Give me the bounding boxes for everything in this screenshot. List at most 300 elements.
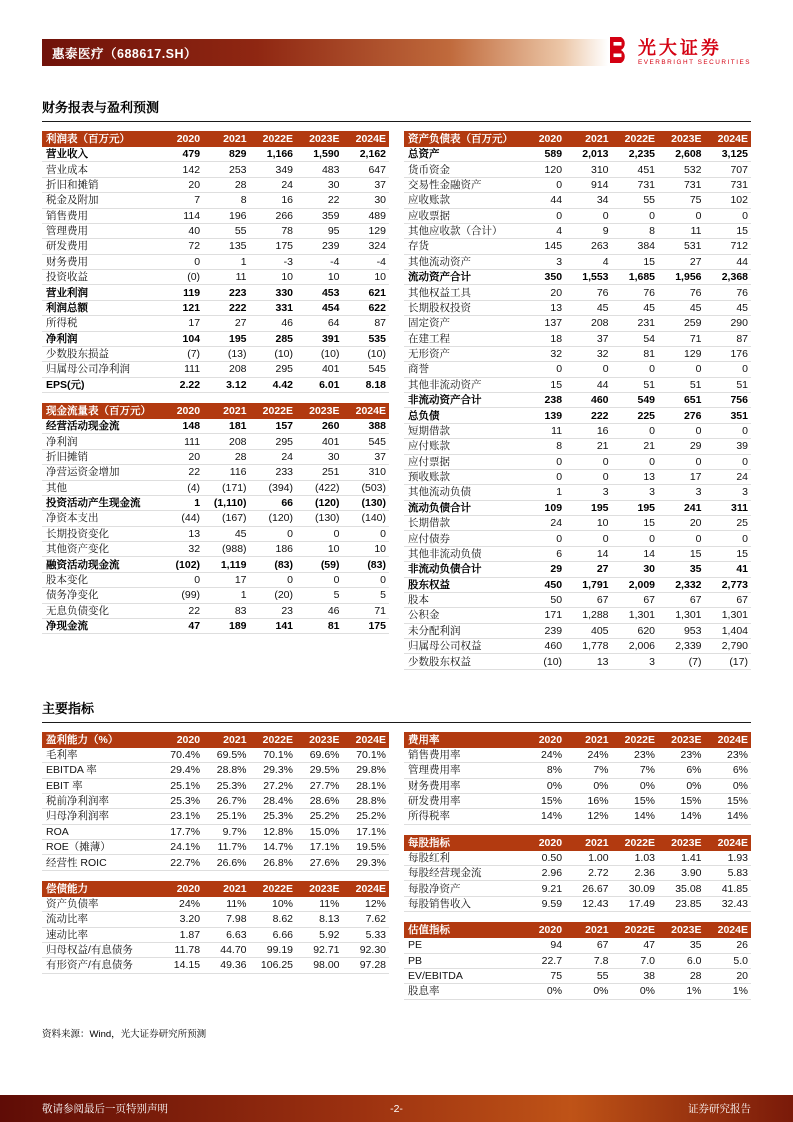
everbright-logo-icon: [608, 36, 632, 69]
year-column-header: 2024E: [343, 732, 390, 748]
table-row: [42, 942, 389, 957]
table-row: [404, 300, 751, 315]
footer-disclaimer: 敬请参阅最后一页特别声明: [42, 1103, 168, 1115]
cell-value: 1: [203, 254, 249, 269]
cell-value: 28.8%: [203, 763, 249, 778]
cell-value: 0: [565, 469, 611, 484]
cell-value: 7%: [612, 763, 658, 778]
cell-value: 10: [343, 270, 390, 285]
cell-value: 5.92: [296, 927, 342, 942]
cell-value: 5.83: [705, 866, 752, 881]
table-row: [42, 588, 389, 603]
cell-value: 0%: [705, 778, 752, 793]
table-title: 利润表（百万元）: [42, 131, 157, 147]
row-label: 预收账款: [404, 469, 519, 484]
cell-value: 1.41: [658, 851, 704, 866]
cell-value: 350: [519, 270, 565, 285]
cell-value: 285: [250, 331, 296, 346]
table-row: [404, 393, 751, 408]
cell-value: 44: [519, 193, 565, 208]
cell-value: 11.7%: [203, 840, 249, 855]
cell-value: (20): [250, 588, 296, 603]
table-row: [42, 300, 389, 315]
cell-value: 545: [343, 362, 390, 377]
cell-value: 26.67: [565, 881, 611, 896]
cell-value: 479: [157, 147, 203, 162]
cell-value: 1.03: [612, 851, 658, 866]
row-label: 流动比率: [42, 912, 157, 927]
cell-value: 620: [612, 623, 658, 638]
cell-value: 454: [296, 300, 342, 315]
table-row: [404, 778, 751, 793]
cell-value: 70.1%: [343, 748, 390, 763]
cell-value: 23%: [705, 748, 752, 763]
row-label: 交易性金融资产: [404, 177, 519, 192]
cell-value: 28: [203, 449, 249, 464]
cell-value: 2,013: [565, 147, 611, 162]
cell-value: 401: [296, 434, 342, 449]
cell-value: 6%: [705, 763, 752, 778]
table-row: [404, 851, 751, 866]
row-label: 非流动负债合计: [404, 562, 519, 577]
cell-value: (10): [250, 346, 296, 361]
table-row: [404, 162, 751, 177]
row-label: 融资活动现金流: [42, 557, 157, 572]
cell-value: 460: [565, 393, 611, 408]
cell-value: 0: [705, 531, 752, 546]
cell-value: 175: [343, 618, 390, 633]
cell-value: 7.8: [565, 953, 611, 968]
cell-value: 20: [157, 177, 203, 192]
cell-value: 17: [203, 572, 249, 587]
page-footer: [0, 1095, 793, 1122]
table-row: [404, 270, 751, 285]
cell-value: 2,332: [658, 577, 704, 592]
cell-value: 0: [519, 208, 565, 223]
cell-value: 20: [519, 285, 565, 300]
stock-title: 惠泰医疗（688617.SH）: [52, 46, 198, 61]
table-row: [404, 866, 751, 881]
cell-value: 67: [565, 592, 611, 607]
table-header-row: [404, 922, 751, 938]
table-row: [42, 912, 389, 927]
cell-value: 87: [343, 316, 390, 331]
cell-value: 9.59: [519, 896, 565, 911]
year-column-header: 2020: [157, 881, 203, 897]
profitability-table-grid: [42, 732, 389, 871]
cell-value: 1,288: [565, 608, 611, 623]
cell-value: 9.7%: [203, 824, 249, 839]
cell-value: (10): [296, 346, 342, 361]
cell-value: 6: [519, 546, 565, 561]
table-row: [404, 592, 751, 607]
cell-value: 5: [343, 588, 390, 603]
cell-value: 15: [705, 223, 752, 238]
cell-value: (7): [157, 346, 203, 361]
cell-value: 17: [658, 469, 704, 484]
income-statement-table-grid: [42, 131, 389, 393]
cell-value: 37: [343, 177, 390, 192]
table-row: [404, 968, 751, 983]
cell-value: 29.4%: [157, 763, 203, 778]
row-label: 净资本支出: [42, 511, 157, 526]
cell-value: 55: [203, 223, 249, 238]
cell-value: 535: [343, 331, 390, 346]
cell-value: 0: [658, 454, 704, 469]
cell-value: 233: [250, 465, 296, 480]
cell-value: 141: [250, 618, 296, 633]
cell-value: 28: [203, 177, 249, 192]
row-label: 每股销售收入: [404, 896, 519, 911]
cell-value: 391: [296, 331, 342, 346]
row-label: 资产负债率: [42, 897, 157, 912]
cell-value: 0: [519, 362, 565, 377]
cell-value: 44.70: [203, 942, 249, 957]
cell-value: 22: [157, 465, 203, 480]
cell-value: 0: [658, 208, 704, 223]
cell-value: 0%: [612, 984, 658, 999]
cell-value: 8.62: [250, 912, 296, 927]
cell-value: 67: [658, 592, 704, 607]
table-row: [42, 840, 389, 855]
left-column: [42, 131, 389, 670]
cell-value: 8.18: [343, 377, 390, 392]
cell-value: 28.4%: [250, 793, 296, 808]
cell-value: 647: [343, 162, 390, 177]
cell-value: 2,162: [343, 147, 390, 162]
year-column-header: 2022E: [250, 732, 296, 748]
row-label: 应付债券: [404, 531, 519, 546]
cell-value: 2,368: [705, 270, 752, 285]
cell-value: 914: [565, 177, 611, 192]
cell-value: 0: [612, 454, 658, 469]
row-label: 速动比率: [42, 927, 157, 942]
table-row: [404, 316, 751, 331]
row-label: 长期投资变化: [42, 526, 157, 541]
table-row: [42, 511, 389, 526]
cell-value: 49.36: [203, 958, 249, 973]
cell-value: 8: [203, 193, 249, 208]
cell-value: 92.71: [296, 942, 342, 957]
year-column-header: 2022E: [612, 732, 658, 748]
cell-value: 45: [658, 300, 704, 315]
cell-value: 6.66: [250, 927, 296, 942]
report-body: [0, 97, 793, 1040]
table-row: [42, 927, 389, 942]
cell-value: 104: [157, 331, 203, 346]
row-label: 有形资产/有息债务: [42, 958, 157, 973]
cell-value: 10%: [250, 897, 296, 912]
metrics-left-column: [42, 732, 389, 1000]
cashflow-statement-table-grid: [42, 403, 389, 634]
table-row: [42, 147, 389, 162]
cell-value: 39: [705, 439, 752, 454]
year-column-header: 2021: [565, 131, 611, 147]
cell-value: 1,791: [565, 577, 611, 592]
cell-value: 81: [296, 618, 342, 633]
cell-value: 8%: [519, 763, 565, 778]
year-column-header: 2020: [519, 131, 565, 147]
cell-value: 460: [519, 639, 565, 654]
cell-value: 0: [157, 572, 203, 587]
cell-value: 148: [157, 419, 203, 434]
table-row: [404, 500, 751, 515]
row-label: 营业成本: [42, 162, 157, 177]
cell-value: 72: [157, 239, 203, 254]
table-row: [404, 362, 751, 377]
row-label: 其他非流动负债: [404, 546, 519, 561]
cell-value: 37: [565, 331, 611, 346]
table-row: [404, 793, 751, 808]
cell-value: 24%: [157, 897, 203, 912]
row-label: 股本变化: [42, 572, 157, 587]
cell-value: 76: [705, 285, 752, 300]
cell-value: 97.28: [343, 958, 390, 973]
cell-value: 1,553: [565, 270, 611, 285]
cell-value: 76: [565, 285, 611, 300]
cell-value: 359: [296, 208, 342, 223]
row-label: 经营性 ROIC: [42, 855, 157, 870]
cell-value: 11.78: [157, 942, 203, 957]
cell-value: 157: [250, 419, 296, 434]
cell-value: 98.00: [296, 958, 342, 973]
cell-value: (83): [250, 557, 296, 572]
balance-sheet-table-grid: [404, 131, 751, 670]
cell-value: 0: [565, 208, 611, 223]
cell-value: 129: [658, 346, 704, 361]
row-label: 应收票据: [404, 208, 519, 223]
table-row: [42, 897, 389, 912]
cell-value: 75: [658, 193, 704, 208]
table-row: [404, 485, 751, 500]
cell-value: 489: [343, 208, 390, 223]
cell-value: 87: [705, 331, 752, 346]
section-title-metrics: 主要指标: [42, 698, 751, 723]
cell-value: (120): [250, 511, 296, 526]
table-row: [42, 162, 389, 177]
row-label: 营业收入: [42, 147, 157, 162]
cell-value: 16: [250, 193, 296, 208]
cell-value: (102): [157, 557, 203, 572]
row-label: 债务净变化: [42, 588, 157, 603]
row-label: 公积金: [404, 608, 519, 623]
cell-value: 451: [612, 162, 658, 177]
table-row: [42, 855, 389, 870]
table-row: [42, 778, 389, 793]
cell-value: (10): [343, 346, 390, 361]
row-label: 总负债: [404, 408, 519, 423]
row-label: 股本: [404, 592, 519, 607]
table-row: [42, 254, 389, 269]
row-label: 财务费用率: [404, 778, 519, 793]
row-label: 每股红利: [404, 851, 519, 866]
table-row: [404, 377, 751, 392]
cell-value: 45: [565, 300, 611, 315]
cell-value: 24: [250, 177, 296, 192]
cell-value: 0%: [519, 984, 565, 999]
cell-value: 222: [203, 300, 249, 315]
cell-value: (4): [157, 480, 203, 495]
row-label: ROE（摊薄）: [42, 840, 157, 855]
cell-value: 67: [565, 938, 611, 953]
row-label: 存货: [404, 239, 519, 254]
table-row: [42, 419, 389, 434]
row-label: 毛利率: [42, 748, 157, 763]
cell-value: 41.85: [705, 881, 752, 896]
cell-value: 388: [343, 419, 390, 434]
table-title: 资产负债表（百万元）: [404, 131, 519, 147]
logo-text-cn: 光大证券: [637, 37, 722, 58]
table-row: [42, 239, 389, 254]
cell-value: 142: [157, 162, 203, 177]
table-row: [42, 572, 389, 587]
cell-value: 11%: [203, 897, 249, 912]
cell-value: 0: [565, 362, 611, 377]
row-label: EV/EBITDA: [404, 968, 519, 983]
table-row: [404, 577, 751, 592]
table-row: [404, 193, 751, 208]
cell-value: 0: [612, 208, 658, 223]
year-column-header: 2021: [565, 835, 611, 851]
table-title: 现金流量表（百万元）: [42, 403, 157, 419]
cell-value: 15%: [658, 793, 704, 808]
row-label: 其他非流动资产: [404, 377, 519, 392]
table-row: [42, 542, 389, 557]
cell-value: 38: [612, 968, 658, 983]
cell-value: 196: [203, 208, 249, 223]
row-label: 固定资产: [404, 316, 519, 331]
cell-value: 330: [250, 285, 296, 300]
cell-value: (988): [203, 542, 249, 557]
table-header-row: [42, 732, 389, 748]
table-row: [404, 984, 751, 999]
table-row: [404, 748, 751, 763]
cell-value: 0: [250, 526, 296, 541]
year-column-header: 2023E: [658, 922, 704, 938]
cell-value: 24.1%: [157, 840, 203, 855]
year-column-header: 2023E: [296, 881, 342, 897]
valuation-table: [404, 922, 751, 1000]
cell-value: -4: [296, 254, 342, 269]
cell-value: 276: [658, 408, 704, 423]
row-label: 其他流动资产: [404, 254, 519, 269]
cell-value: 0%: [565, 778, 611, 793]
cell-value: 102: [705, 193, 752, 208]
cell-value: 0%: [565, 984, 611, 999]
cell-value: 731: [612, 177, 658, 192]
row-label: 财务费用: [42, 254, 157, 269]
cell-value: 12.8%: [250, 824, 296, 839]
row-label: 其他应收款（合计）: [404, 223, 519, 238]
cell-value: 25.3%: [250, 809, 296, 824]
cell-value: 8: [612, 223, 658, 238]
cell-value: 15: [658, 546, 704, 561]
cell-value: 18: [519, 331, 565, 346]
cell-value: 47: [157, 618, 203, 633]
cell-value: 0: [658, 362, 704, 377]
table-row: [42, 377, 389, 392]
cell-value: 30: [612, 562, 658, 577]
cell-value: 14: [565, 546, 611, 561]
cell-value: 40: [157, 223, 203, 238]
cell-value: 11: [658, 223, 704, 238]
row-label: 流动资产合计: [404, 270, 519, 285]
year-column-header: 2020: [157, 732, 203, 748]
year-column-header: 2021: [565, 732, 611, 748]
cell-value: 208: [203, 362, 249, 377]
row-label: 货币资金: [404, 162, 519, 177]
row-label: 营业利润: [42, 285, 157, 300]
cell-value: 71: [658, 331, 704, 346]
cell-value: 27.6%: [296, 855, 342, 870]
cell-value: 50: [519, 592, 565, 607]
table-row: [404, 763, 751, 778]
cell-value: 5.0: [705, 953, 752, 968]
cell-value: (130): [296, 511, 342, 526]
cell-value: 21: [612, 439, 658, 454]
section-title-financials: 财务报表与盈利预测: [42, 97, 751, 122]
table-title: 每股指标: [404, 835, 519, 851]
cell-value: 32.43: [705, 896, 752, 911]
cell-value: 223: [203, 285, 249, 300]
cell-value: 15: [612, 254, 658, 269]
cell-value: 13: [157, 526, 203, 541]
row-label: 股东权益: [404, 577, 519, 592]
cell-value: 1,404: [705, 623, 752, 638]
cell-value: 1,119: [203, 557, 249, 572]
table-row: [42, 346, 389, 361]
cell-value: 0.50: [519, 851, 565, 866]
cell-value: 32: [157, 542, 203, 557]
table-row: [404, 254, 751, 269]
cell-value: 20: [157, 449, 203, 464]
page-number: -2-: [390, 1102, 403, 1115]
cell-value: 0: [612, 362, 658, 377]
cell-value: (83): [343, 557, 390, 572]
table-row: [42, 270, 389, 285]
cell-value: 17.49: [612, 896, 658, 911]
table-header-row: [42, 131, 389, 147]
cell-value: 14%: [519, 809, 565, 824]
cell-value: 5: [296, 588, 342, 603]
cell-value: 3: [612, 485, 658, 500]
logo-text: [638, 39, 751, 66]
cell-value: 549: [612, 393, 658, 408]
cell-value: 14%: [612, 809, 658, 824]
cell-value: 30: [296, 177, 342, 192]
cell-value: 6%: [658, 763, 704, 778]
row-label: 股息率: [404, 984, 519, 999]
cell-value: 10: [565, 516, 611, 531]
cell-value: 29.5%: [296, 763, 342, 778]
cell-value: 139: [519, 408, 565, 423]
cell-value: 111: [157, 362, 203, 377]
row-label: 长期借款: [404, 516, 519, 531]
year-column-header: 2021: [203, 881, 249, 897]
cell-value: 25.3%: [157, 793, 203, 808]
source-note: 资料来源：Wind，光大证券研究所预测: [42, 1028, 207, 1040]
cell-value: 0%: [658, 778, 704, 793]
cell-value: 26.8%: [250, 855, 296, 870]
cell-value: 25.3%: [203, 778, 249, 793]
cell-value: 1.93: [705, 851, 752, 866]
row-label: 管理费用: [42, 223, 157, 238]
cell-value: 14%: [705, 809, 752, 824]
cell-value: 238: [519, 393, 565, 408]
cell-value: -3: [250, 254, 296, 269]
cell-value: 263: [565, 239, 611, 254]
year-column-header: 2020: [519, 835, 565, 851]
